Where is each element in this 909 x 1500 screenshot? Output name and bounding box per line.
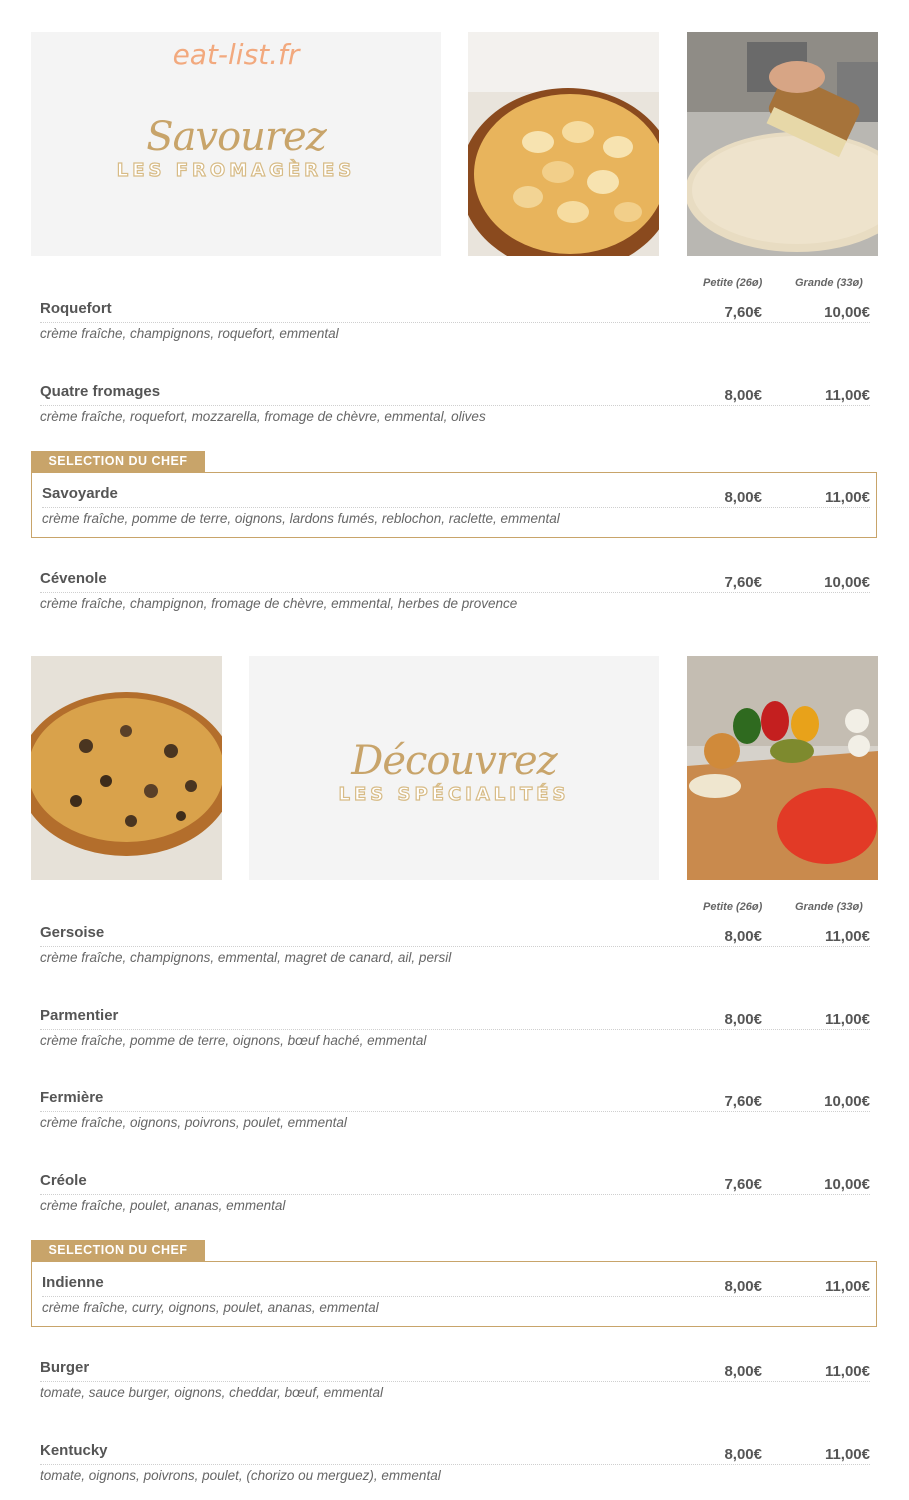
site-watermark: eat-list.fr [172, 38, 300, 71]
price-small: 8,00€ [724, 1011, 762, 1028]
chef-selection-label: SELECTION DU CHEF [31, 1240, 205, 1261]
price-small: 8,00€ [724, 1363, 762, 1380]
dotted-rule [40, 946, 870, 947]
item-description: tomate, oignons, poivrons, poulet, (chorizo ou merguez), emmental [40, 1468, 441, 1483]
menu-item-creole [40, 1172, 870, 1222]
menu-item-burger [40, 1359, 870, 1409]
item-description: crème fraîche, champignons, emmental, magret de canard, ail, persil [40, 950, 452, 965]
item-name: Fermière [40, 1089, 104, 1106]
price-large: 11,00€ [824, 928, 870, 945]
price-large: 10,00€ [824, 1093, 870, 1110]
menu-item-gersoise [40, 924, 870, 974]
menu-item-indienne [42, 1274, 870, 1324]
menu-item-kentucky [40, 1442, 870, 1492]
price-large: 11,00€ [824, 1363, 870, 1380]
banner-fromageres [31, 32, 441, 256]
banner-script-title: Savourez [146, 114, 326, 160]
dotted-rule [40, 592, 870, 593]
price-small: 7,60€ [724, 304, 762, 321]
item-description: crème fraîche, roquefort, mozzarella, fromage de chèvre, emmental, olives [40, 409, 486, 424]
item-name: Savoyarde [42, 485, 118, 502]
price-small: 8,00€ [724, 489, 762, 506]
price-large: 10,00€ [824, 574, 870, 591]
item-description: crème fraîche, oignons, poivrons, poulet, emmental [40, 1115, 347, 1130]
price-large: 11,00€ [824, 1278, 870, 1295]
item-name: Kentucky [40, 1442, 108, 1459]
item-name: Gersoise [40, 924, 105, 941]
item-name: Burger [40, 1359, 90, 1376]
vegetables-photo [687, 656, 878, 880]
banner-specialites [249, 656, 659, 880]
menu-item-parmentier [40, 1007, 870, 1057]
price-small: 7,60€ [724, 1093, 762, 1110]
chef-selection-label: SELECTION DU CHEF [31, 451, 205, 472]
dotted-rule [40, 322, 870, 323]
column-header-large: Grande (33ø) [795, 901, 863, 913]
menu-item-quatre-fromages [40, 383, 870, 433]
dotted-rule [40, 1464, 870, 1465]
item-name: Cévenole [40, 570, 107, 587]
dotted-rule [40, 1381, 870, 1382]
price-small: 7,60€ [724, 574, 762, 591]
banner-script-title: Découvrez [351, 738, 557, 784]
dotted-rule [42, 507, 870, 508]
item-name: Indienne [42, 1274, 104, 1291]
item-description: crème fraîche, champignons, roquefort, emmental [40, 326, 339, 341]
column-header-small: Petite (26ø) [703, 901, 763, 913]
banner-caps-title: LES FROMAGÈRES [116, 160, 356, 181]
price-large: 10,00€ [824, 304, 870, 321]
price-small: 8,00€ [724, 387, 762, 404]
item-name: Roquefort [40, 300, 112, 317]
banner-caps-title: LES SPÉCIALITÉS [338, 784, 570, 805]
column-header-large: Grande (33ø) [795, 277, 863, 289]
menu-item-fermiere [40, 1089, 870, 1139]
dotted-rule [40, 1194, 870, 1195]
menu-item-cevenole [40, 570, 870, 620]
item-name: Créole [40, 1172, 87, 1189]
dotted-rule [40, 1111, 870, 1112]
dotted-rule [40, 1029, 870, 1030]
column-header-small: Petite (26ø) [703, 277, 763, 289]
dotted-rule [42, 1296, 870, 1297]
item-description: tomate, sauce burger, oignons, cheddar, bœuf, emmental [40, 1385, 383, 1400]
item-name: Parmentier [40, 1007, 119, 1024]
price-small: 8,00€ [724, 1446, 762, 1463]
item-description: crème fraîche, curry, oignons, poulet, ananas, emmental [42, 1300, 379, 1315]
item-description: crème fraîche, pomme de terre, oignons, lardons fumés, reblochon, raclette, emmental [42, 511, 560, 526]
price-large: 11,00€ [824, 489, 870, 506]
price-small: 8,00€ [724, 1278, 762, 1295]
price-large: 11,00€ [824, 1446, 870, 1463]
dough-brushing-photo [687, 32, 878, 256]
pizza-mushroom-photo [31, 656, 222, 880]
item-name: Quatre fromages [40, 383, 161, 400]
price-large: 11,00€ [824, 387, 870, 404]
price-small: 7,60€ [724, 1176, 762, 1193]
price-large: 10,00€ [824, 1176, 870, 1193]
item-description: crème fraîche, champignon, fromage de chèvre, emmental, herbes de provence [40, 596, 518, 611]
price-small: 8,00€ [724, 928, 762, 945]
item-description: crème fraîche, poulet, ananas, emmental [40, 1198, 286, 1213]
pizza-chevre-photo [468, 32, 659, 256]
menu-item-roquefort [40, 300, 870, 350]
dotted-rule [40, 405, 870, 406]
item-description: crème fraîche, pomme de terre, oignons, bœuf haché, emmental [40, 1033, 427, 1048]
price-large: 11,00€ [824, 1011, 870, 1028]
menu-item-savoyarde [42, 485, 870, 535]
